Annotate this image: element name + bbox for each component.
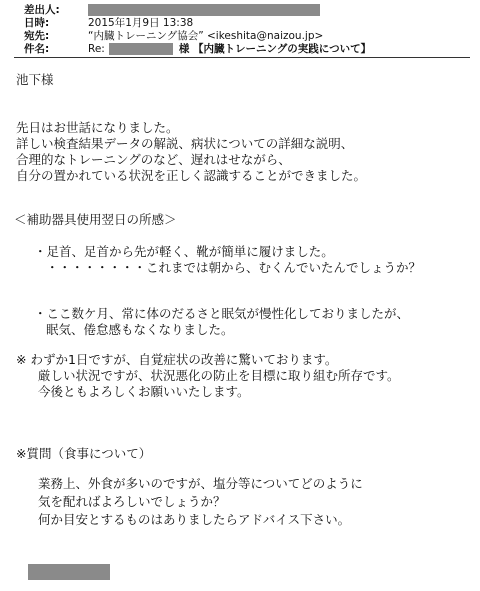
to-value: “内臓トレーニング協会” <ikeshita@naizou.jp> [88, 30, 324, 42]
section-item: 眠気、倦怠感もなくなりました。 [46, 322, 234, 337]
intro-line: 詳しい検査結果データの解説、病状についての詳細な説明、 [16, 136, 354, 151]
redacted-subject-name [109, 43, 173, 55]
question-line: 業務上、外食が多いのですが、塩分等についてどのように [38, 476, 363, 491]
question-line: 何か目安とするものはありましたらアドバイス下さい。 [38, 512, 351, 527]
intro-line: 先日はお世話になりました。 [16, 120, 179, 135]
redacted-signature [28, 564, 110, 580]
email-header [24, 4, 474, 56]
intro-line: 自分の置かれている状況を正しく認識することができました。 [16, 168, 367, 183]
redacted-sender [88, 4, 320, 16]
from-value [88, 4, 320, 17]
date-row [24, 17, 474, 30]
section-heading: ＜補助器具使用翌日の所感＞ [14, 212, 177, 227]
note-line: 今後ともよろしくお願いいたします。 [38, 384, 250, 399]
subject-suffix: 様 【内臓トレーニングの実践について】 [178, 43, 372, 55]
date-value: 2015年1月9日 13:38 [88, 17, 194, 29]
subject-prefix: Re: [88, 43, 105, 55]
question-line: 気を配ればよろしいでしょうか？ [38, 494, 226, 509]
intro-line: 合理的なトレーニングのなど、遅れはせながら、 [16, 152, 291, 167]
section-item: ・ここ数ケ月、常に体のだるさと眠気が慢性化しておりましたが、 [34, 306, 410, 321]
question-heading: ※質問（食事について） [16, 446, 152, 461]
from-row [24, 4, 474, 17]
header-divider [14, 57, 470, 58]
note-line: 厳しい状況ですが、状況悪化の防止を目標に取り組む所存です。 [38, 368, 400, 383]
section-item: ・足首、足首から先が軽く、靴が簡単に履けました。 [34, 244, 334, 259]
section-item: ・・・・・・・・これまでは朝から、むくんでいたんでしょうか？ [46, 260, 422, 275]
note-line: ※ わずか1日ですが、自覚症状の改善に驚いております。 [16, 352, 338, 367]
date-label: 日時: [24, 17, 50, 29]
greeting: 池下様 [16, 72, 54, 87]
from-label: 差出人: [24, 4, 60, 16]
subject-label: 件名: [24, 43, 50, 55]
to-label: 宛先: [24, 30, 50, 42]
subject-value [88, 43, 371, 56]
to-row [24, 30, 474, 43]
subject-row [24, 43, 474, 56]
